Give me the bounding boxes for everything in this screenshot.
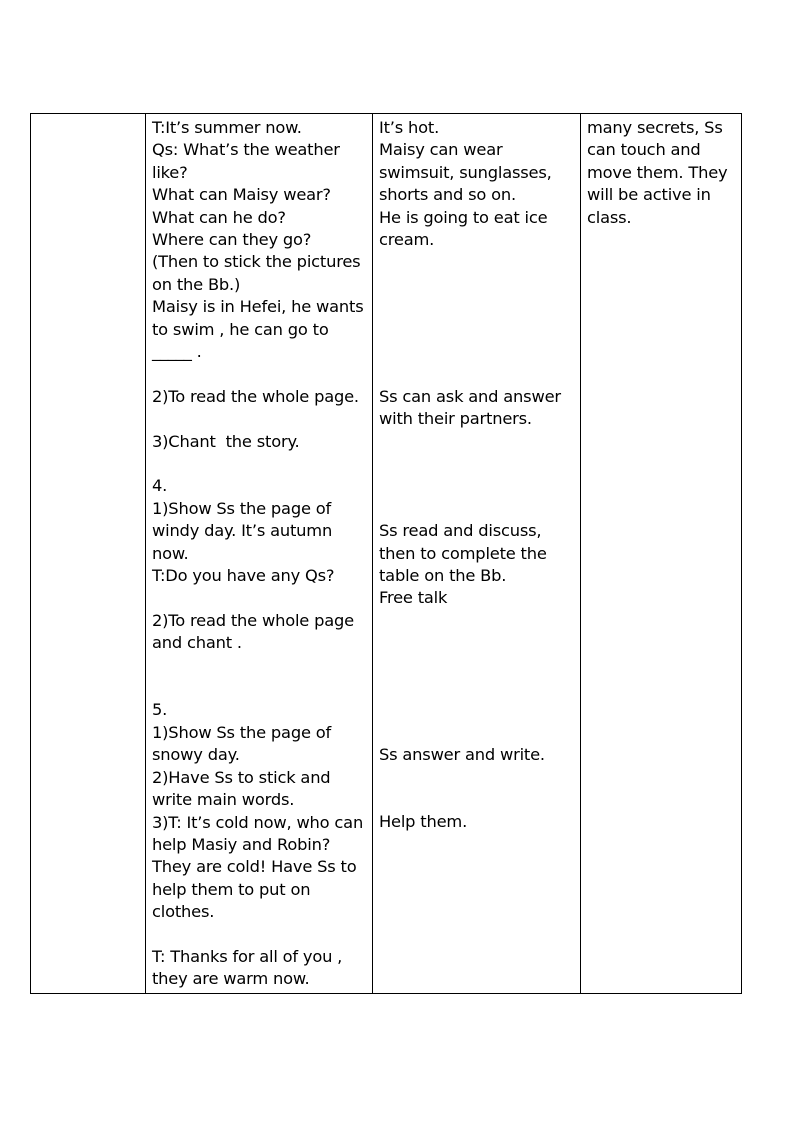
- text-line: [152, 587, 366, 609]
- text-line: 1)Show Ss the page of windy day. It’s autumn now.: [152, 498, 338, 563]
- text-line: [379, 341, 574, 363]
- text-line: many secrets, Ss can touch and move them. They will be active in class.: [587, 118, 733, 227]
- text-line: [379, 767, 574, 789]
- text-line: [379, 475, 574, 497]
- text-line: 2)To read the whole page.: [152, 386, 359, 406]
- text-line: [379, 453, 574, 475]
- text-line: Maisy can wear swimsuit, sunglasses, shorts and so on.: [379, 140, 557, 205]
- text-line: [379, 789, 574, 811]
- student-activity-cell: [373, 114, 581, 994]
- text-line: [379, 363, 574, 385]
- stage-cell: [31, 114, 146, 994]
- text-line: Ss can ask and answer with their partners.: [379, 386, 566, 429]
- text-line: Free talk: [379, 588, 448, 608]
- text-line: 4.: [152, 476, 168, 496]
- text-line: He is going to eat ice cream.: [379, 207, 553, 250]
- text-line: T:Do you have any Qs?: [152, 566, 335, 586]
- text-line: Where can they go?: [152, 230, 312, 250]
- text-line: Ss answer and write.: [379, 745, 545, 765]
- purpose-cell: [581, 114, 742, 994]
- text-line: [152, 655, 366, 677]
- text-line: Qs: What’s the weather like?: [152, 140, 345, 182]
- text-line: [379, 431, 574, 453]
- text-line: [379, 296, 574, 318]
- text-line: 1)Show Ss the page of snowy day.: [152, 722, 337, 765]
- text-line: [379, 498, 574, 520]
- text-line: 5.: [152, 700, 168, 720]
- text-line: T:It’s summer now.: [152, 118, 302, 137]
- text-line: [379, 274, 574, 296]
- text-line: Ss read and discuss, then to complete the table on the Bb.: [379, 521, 552, 585]
- text-line: Help them.: [379, 812, 468, 832]
- text-line: What can he do?: [152, 207, 286, 227]
- text-line: T: Thanks for all of you , they are warm now.: [152, 946, 348, 989]
- text-line: 3)Chant the story.: [152, 431, 300, 451]
- text-line: 2)Have Ss to stick and write main words.: [152, 767, 336, 810]
- text-line: 3)T: It’s cold now, who can help Masiy and Robin? They are cold! Have Ss to help them to put on clothes.: [152, 812, 369, 922]
- text-line: [152, 924, 366, 946]
- text-line: It’s hot.: [379, 118, 440, 137]
- text-line: [152, 677, 366, 699]
- text-line: [379, 632, 574, 654]
- text-line: [379, 722, 574, 744]
- text-line: [379, 251, 574, 273]
- text-line: [379, 677, 574, 699]
- text-line: [379, 655, 574, 677]
- text-line: [379, 610, 574, 632]
- text-line: [152, 408, 366, 430]
- text-line: [379, 699, 574, 721]
- text-line: [152, 453, 366, 475]
- text-line: What can Maisy wear?: [152, 185, 331, 205]
- table-row: [31, 114, 742, 994]
- text-line: [152, 363, 366, 385]
- teacher-activity-cell: [146, 114, 373, 994]
- text-line: (Then to stick the pictures on the Bb.): [152, 252, 366, 294]
- text-line: 2)To read the whole page and chant .: [152, 610, 359, 653]
- text-line: [379, 319, 574, 341]
- lesson-plan-table: [30, 113, 742, 994]
- text-line: Maisy is in Hefei, he wants to swim , he can go to _____ .: [152, 297, 369, 362]
